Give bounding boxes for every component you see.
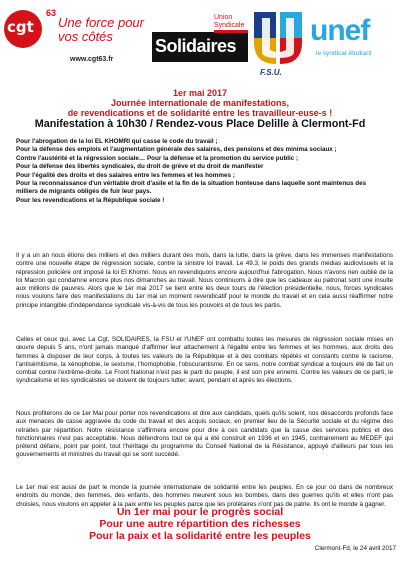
manifestation-heading: Manifestation à 10h30 / Rendez-vous Place Delille à Clermont-Fd [34, 118, 366, 130]
fsu-name: F.S.U. [260, 68, 282, 77]
solidaires-red-bar [214, 30, 248, 33]
demand-item: Pour la défense des emplois et l'augmentation générale des salaires, des pensions et des minima sociaux ; [16, 146, 337, 154]
cgt-dept-number: 63 [46, 8, 57, 18]
subtitle-line-1: Journée internationale de manifestations, [110, 98, 290, 108]
cgt-logo-text: cgt [7, 18, 34, 36]
union-logos-banner [4, 8, 396, 82]
slogan-line: Pour une autre répartition des richesses [99, 518, 301, 530]
cgt-url: www.cgt63.fr [70, 56, 114, 63]
body-paragraph: Celles et ceux qui, avec La Cgt, SOLIDAIRES, la FSU et l'UNEF ont combattu toutes les mesures de régression sociale mises en œuvre depuis 5 ans, n'ont jamais manqué d'affirmer leur attachement à l'égalité entre les femmes et les hommes, aux droits des femmes à disposer de leur corps, à toutes les valeurs de la République et à des combats répétés et constants contre le racisme, l'antisémitisme, la xénophobie, le sexisme, l'homophobie, l'obscurantisme. En ce sens, notre combat syndical a toujours été de fait un combat contre l'extrême-droite. Le Front National n'est pas le parti du peuple, il est son pire ennemi. Contre les valeurs de ce parti, le syndicalisme et les syndicalistes se doivent de toujours lutter, avant, pendant et après les élections. [16, 336, 393, 385]
solidaires-name: Solidaires [155, 36, 237, 56]
slogan-line: Pour la paix et la solidarité entre les peuples [89, 530, 311, 542]
subtitle-line-2: de revendications et de solidarité entre les travailleur-euse-s ! [67, 108, 333, 118]
demand-item: Contre l'austérité et la régression sociale… Pour la défense et la promotion du service public ; [16, 154, 299, 162]
demands-list [16, 138, 396, 205]
unef-logo: unef [310, 14, 370, 47]
body-paragraph: Le 1er mai est aussi de part le monde la journée internationale de solidarité entre les peuples. En ce jour où dans de nombreux endroits du monde, des femmes, des enfants, des hommes meurent sous les bombes, dans des guerres qu'ils et elles n'ont pas choisies, nous voulons en appeler à la paix entre les peuples parce que les prolétaires n'ont pas de patrie. Ils ont le monde à gagner. [16, 484, 393, 508]
cgt-slogan: Une force pour vos côtés [58, 15, 144, 44]
slogan-line: Un 1er mai pour le progrès social [116, 506, 284, 518]
demand-item: Pour les revendications et la République sociale ! [16, 196, 165, 204]
solidaires-tagline: Union Syndicale [214, 14, 245, 29]
signature-date: Clermont-Fd, le 24 avril 2017 [314, 545, 396, 552]
unef-tagline: le syndicat étudiant [316, 50, 372, 57]
demand-item: Pour l'égalité des droits et des salaires entre les femmes et les hommes ; [16, 171, 235, 179]
demand-item: Pour la défense des libertés syndicales, du droit de grève et du droit de manifester [16, 163, 264, 171]
event-subtitle [0, 98, 400, 118]
fsu-logo [254, 12, 302, 64]
body-paragraph: Nous profiterons de ce 1er Mai pour porter nos revendications et dire aux candidats, quels qu'ils soient, nos désaccords profonds face aux menaces de casse aggravée du code du travail et des acquis sociaux, en premier lieu de la Sécurité sociale et du régime des retraites par répartition. Notre résistance s'affirmera encore pour dire à ces candidats que la casse des services publics et des fonctionnaires n'est pas acceptable. Nous défendrons tout ce qui a été construit en 1936 et en 1945, contrairement au MEDEF qui prétend défaire, point par point, tout l'héritage du programme du Conseil National de la Résistance, appuyé d'ailleurs par tous les gouvernements et ministres du travail qui se sont succédé. [16, 410, 393, 459]
event-date: 1er mai 2017 [172, 88, 228, 98]
body-paragraph: Il y a un an nous étions des milliers et des milliers durant des mois, dans la lutte, dans la grève, dans les immenses manifestations contre une nouvelle étape de régression sociale, contre la sinistre loi travail. Le 49.3, le poids des grands médias audiovisuels et la répression policière ont imposé la loi El Khomri. Nous en revendiquons encore aujourd'hui l'abrogation. Nous n'avons rien oublié de la loi Macron qui condamne encore plus nos dimanches au travail. Nous continuons à dire que les cadeaux au patronat sont une insulte aux millions de pauvres. Alors que le 1er mai 2017 se tient entre les deux tours de l'élection présidentielle, nous, forces syndicales nous voulons faire des manifestations du 1er mai un moment revendicatif pour le monde du travail et en cela aussi réaffirmer notre principe intangible d'indépendance syndicale vis-à-vis de tous les pouvoirs et de tous les partis. [16, 252, 393, 309]
demand-item: milliers de migrants obligés de fuir leur pays. [16, 188, 152, 196]
demand-item: Pour l'abrogation de la loi EL KHOMRI qui casse le code du travail ; [16, 138, 218, 145]
closing-slogans [0, 506, 400, 542]
demand-item: Pour la reconnaissance d'un véritable droit d'asile et la fin de la situation honteuse dans laquelle sont maintenus des [16, 180, 367, 188]
